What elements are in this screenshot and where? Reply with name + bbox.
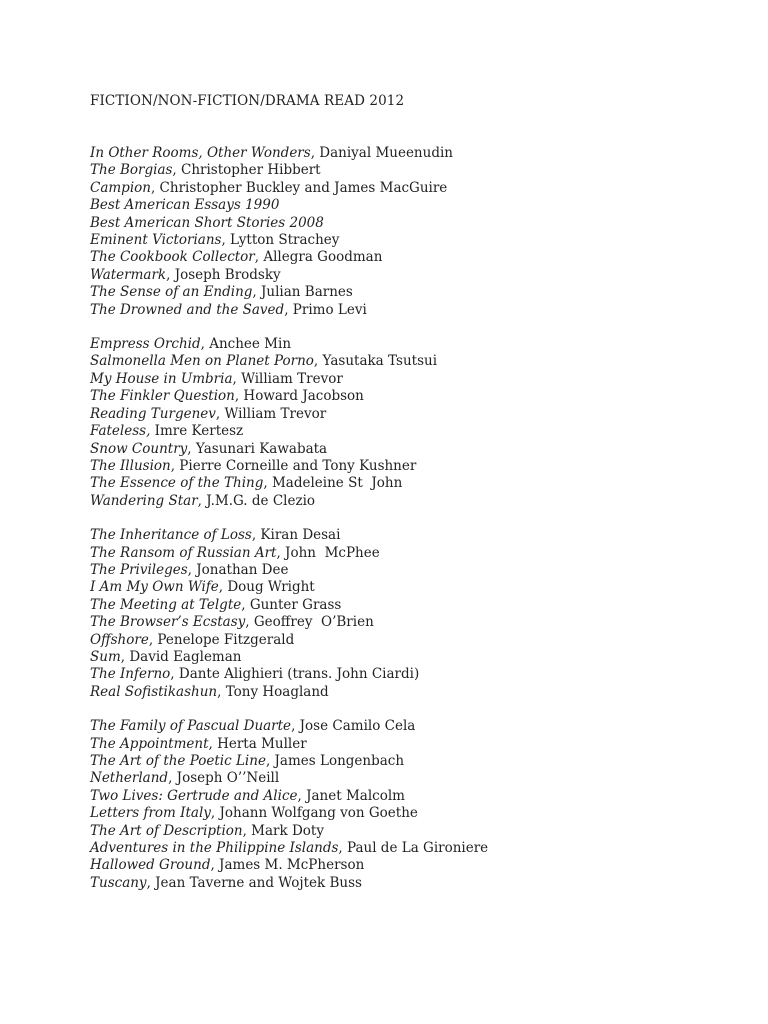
book-author: , John McPhee (276, 544, 380, 561)
book-title: The Family of Pascual Duarte (90, 718, 292, 735)
list-item (90, 197, 750, 214)
book-title: My House in Umbria (90, 370, 233, 387)
reading-list (90, 145, 750, 892)
book-author: , Jean Taverne and Wojtek Buss (146, 874, 362, 891)
book-title: The Art of the Poetic Line (90, 753, 266, 769)
list-item (90, 388, 750, 405)
list-item (90, 267, 750, 284)
document-title: FICTION/NON-FICTION/DRAMA READ 2012 (90, 93, 405, 109)
book-title: Adventures in the Philippine Islands (90, 840, 339, 857)
list-item (90, 684, 750, 701)
book-title: Reading Turgenev (90, 405, 216, 422)
list-item (90, 145, 750, 162)
book-title: The Inferno (90, 666, 171, 683)
list-item (90, 441, 750, 458)
book-title: Salmonella Men on Planet Porno (90, 353, 314, 370)
book-title: Campion (90, 179, 151, 196)
book-title: The Drowned and the Saved (90, 301, 285, 318)
book-title: Two Lives: Gertrude and Alice (90, 787, 298, 804)
list-item (90, 527, 750, 544)
book-author: , Penelope Fitzgerald (148, 631, 295, 648)
book-title: Best American Short Stories 2008 (90, 214, 324, 231)
list-item (90, 562, 750, 579)
book-author: Imre Kertesz (150, 423, 244, 440)
book-title: Tuscany (90, 874, 147, 891)
book-title: The Borgias (90, 162, 173, 179)
list-item (90, 857, 750, 874)
book-title: Letters from Italy (90, 805, 211, 822)
book-title: The Illusion (90, 457, 171, 474)
document-page (90, 91, 750, 909)
book-title: The Browser’s Ecstasy (90, 614, 246, 631)
book-author: , Herta Muller (208, 735, 307, 752)
book-author: , William Trevor (232, 370, 343, 387)
book-author: , Christopher Buckley and James MacGuire (150, 179, 448, 196)
list-item (90, 875, 750, 892)
book-author: , Lytton Strachey (221, 232, 340, 249)
book-author: , Jose Camilo Cela (291, 718, 416, 735)
book-author: , David Eagleman (120, 648, 242, 665)
book-title: Wandering Star (90, 492, 198, 509)
book-author: , Howard Jacobson (234, 388, 364, 405)
book-title: The Art of Description (90, 822, 243, 839)
list-item (90, 353, 750, 370)
book-title: Watermark (90, 266, 167, 283)
list-item (90, 162, 750, 179)
book-title: The Essence of the Thing (90, 475, 264, 492)
book-title: Empress Orchid (90, 336, 201, 353)
list-item (90, 371, 750, 388)
list-item (90, 805, 750, 822)
list-item (90, 423, 750, 440)
list-item (90, 493, 750, 510)
book-author: , Daniyal Mueenudin (310, 145, 453, 161)
list-item (90, 753, 750, 770)
book-title: Netherland (90, 770, 169, 787)
book-author: , Christopher Hibbert (172, 162, 321, 179)
list-item (90, 249, 750, 266)
list-item (90, 718, 750, 735)
book-title: Sum (90, 648, 121, 665)
book-title: The Meeting at Telgte (90, 596, 242, 613)
book-title: The Sense of an Ending (90, 284, 253, 301)
book-author: , Gunter Grass (241, 596, 342, 613)
book-author: , Julian Barnes (252, 284, 353, 301)
book-title: The Privileges (90, 561, 188, 578)
book-author: , Jonathan Dee (187, 561, 289, 578)
list-item (90, 649, 750, 666)
book-author: , Yasunari Kawabata (187, 440, 328, 457)
book-title: The Appointment (90, 735, 209, 752)
book-title: Real Sofistikashun (90, 683, 218, 700)
list-item (90, 458, 750, 475)
reading-list-group (90, 527, 750, 701)
list-item (90, 666, 750, 683)
list-item (90, 284, 750, 301)
book-author: , Madeleine St John (263, 475, 403, 492)
book-author: , Joseph O’’Neill (168, 770, 280, 787)
book-author: , Geoffrey O’Brien (245, 614, 374, 631)
list-item (90, 180, 750, 197)
reading-list-group (90, 145, 750, 319)
book-title: The Cookbook Collector (90, 249, 255, 266)
list-item (90, 232, 750, 249)
list-item (90, 545, 750, 562)
list-item (90, 788, 750, 805)
book-author: , Pierre Corneille and Tony Kushner (170, 457, 417, 474)
book-author: , Tony Hoagland (217, 683, 329, 700)
book-title: In Other Rooms, Other Wonders (90, 145, 311, 161)
list-item (90, 840, 750, 857)
list-item (90, 215, 750, 232)
list-item (90, 302, 750, 319)
book-author: , Janet Malcolm (297, 787, 405, 804)
book-author: , James Longenbach (265, 753, 405, 769)
reading-list-group (90, 718, 750, 892)
book-author: , Doug Wright (218, 579, 315, 596)
book-author: , Primo Levi (284, 301, 367, 318)
book-author: , Johann Wolfgang von Goethe (210, 805, 418, 822)
list-item (90, 475, 750, 492)
book-author: , William Trevor (215, 405, 327, 422)
book-title: The Finkler Question (90, 388, 235, 405)
book-author: , Mark Doty (242, 822, 324, 839)
list-item (90, 614, 750, 631)
book-title: Offshore (90, 631, 149, 648)
list-item (90, 406, 750, 423)
book-author: , Joseph Brodsky (166, 266, 281, 283)
book-author: , Allegra Goodman (254, 249, 383, 266)
list-item (90, 770, 750, 787)
list-item (90, 823, 750, 840)
book-title: Best American Essays 1990 (90, 197, 280, 214)
book-author: , Dante Alighieri (trans. John Ciardi) (170, 666, 420, 683)
book-author: , Kiran Desai (251, 527, 341, 544)
list-item (90, 579, 750, 596)
book-title: The Ransom of Russian Art (90, 544, 277, 561)
book-author: , Anchee Min (200, 336, 292, 353)
list-item (90, 597, 750, 614)
book-title: I Am My Own Wife (90, 579, 219, 596)
book-author: , James M. McPherson (210, 857, 365, 874)
book-title: Snow Country (90, 440, 188, 457)
book-title: Fateless, (90, 423, 151, 440)
book-author: , J.M.G. de Clezio (197, 492, 316, 509)
book-title: Hallowed Ground (90, 857, 211, 874)
book-author: , Paul de La Gironiere (338, 840, 489, 857)
book-author: , Yasutaka Tsutsui (313, 353, 438, 370)
book-title: Eminent Victorians (90, 232, 222, 249)
list-item (90, 736, 750, 753)
reading-list-group (90, 336, 750, 510)
list-item (90, 336, 750, 353)
list-item (90, 632, 750, 649)
book-title: The Inheritance of Loss (90, 527, 252, 544)
